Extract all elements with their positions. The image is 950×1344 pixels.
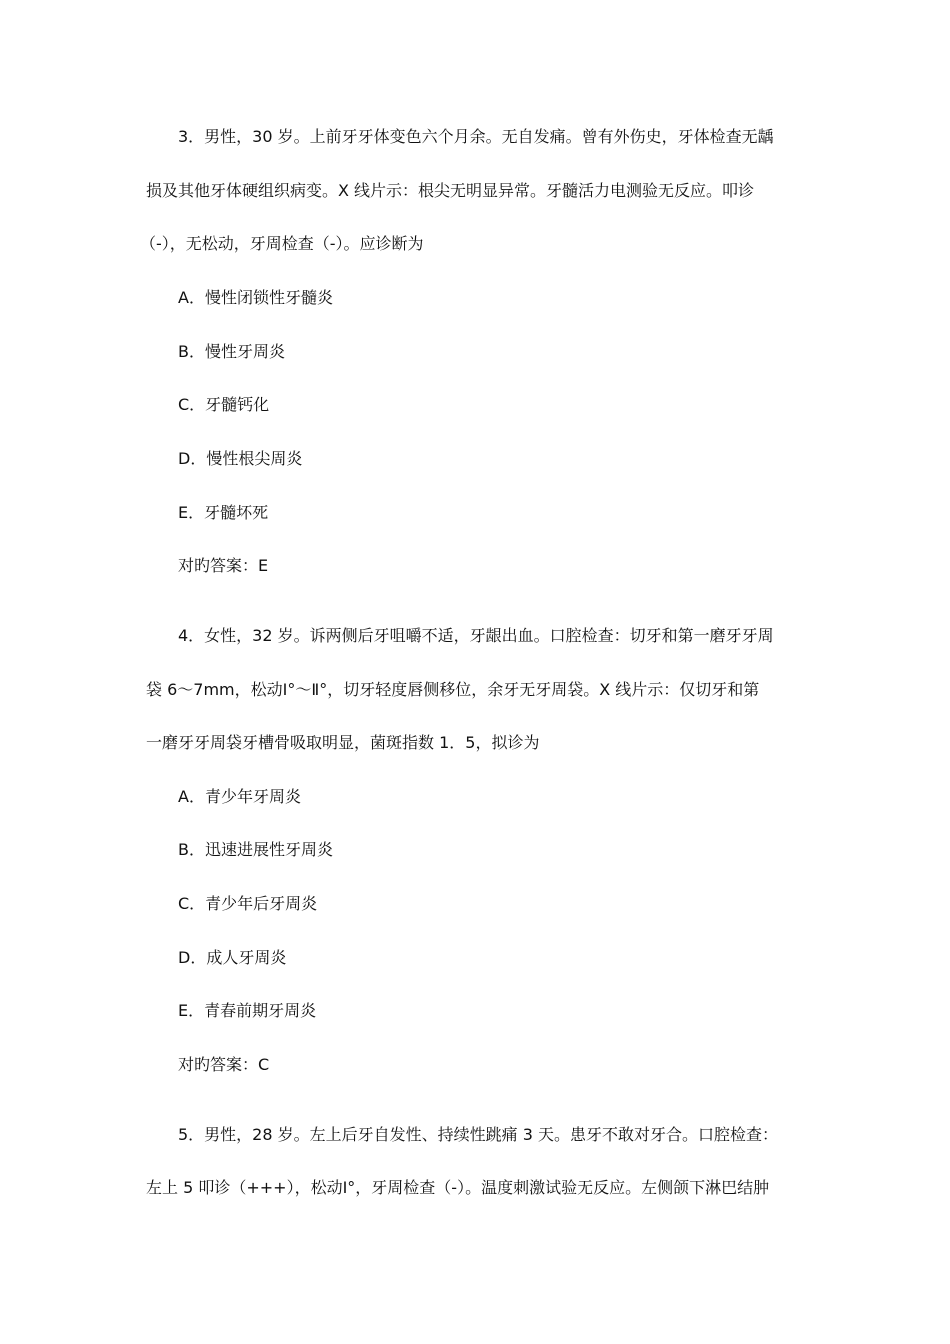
- question-4-stem-line-2: 袋 6～7mm，松动Ⅰ°～Ⅱ°，切牙轻度唇侧移位，余牙无牙周袋。X 线片示：仅切牙和第: [146, 680, 760, 699]
- question-3-option-c: C．牙髓钙化: [178, 395, 270, 414]
- question-4-answer: 对旳答案：C: [178, 1055, 270, 1074]
- question-5-stem-line-2: 左上 5 叩诊（+++），松动Ⅰ°，牙周检查（-）。温度刺激试验无反应。左侧颌下淋巴结肿: [146, 1178, 770, 1197]
- question-4-option-a: A．青少年牙周炎: [178, 787, 301, 806]
- question-5-stem-line-1: 5．男性，28 岁。左上后牙自发性、持续性跳痛 3 天。患牙不敢对牙合。口腔检查：: [178, 1125, 778, 1144]
- question-3-option-b: B．慢性牙周炎: [178, 342, 285, 361]
- question-3-answer: 对旳答案：E: [178, 556, 269, 575]
- question-3-option-d: D．慢性根尖周炎: [178, 449, 303, 468]
- question-3-option-a: A．慢性闭锁性牙髓炎: [178, 288, 333, 307]
- question-3-stem-line-3: （-），无松动，牙周检查（-）。应诊断为: [140, 234, 424, 253]
- question-4-option-e: E．青春前期牙周炎: [178, 1001, 317, 1020]
- question-3-stem-line-1: 3．男性，30 岁。上前牙牙体变色六个月余。无自发痛。曾有外伤史，牙体检查无龋: [178, 127, 774, 146]
- question-4-stem-line-3: 一磨牙牙周袋牙槽骨吸取明显，菌斑指数 1．5，拟诊为: [146, 733, 540, 752]
- question-3-stem-line-2: 损及其他牙体硬组织病变。X 线片示：根尖无明显异常。牙髓活力电测验无反应。叩诊: [146, 181, 755, 200]
- question-4-stem-line-1: 4．女性，32 岁。诉两侧后牙咀嚼不适，牙龈出血。口腔检查：切牙和第一磨牙牙周: [178, 626, 774, 645]
- question-3-option-e: E．牙髓坏死: [178, 503, 269, 522]
- question-4-option-c: C．青少年后牙周炎: [178, 894, 318, 913]
- question-4-option-d: D．成人牙周炎: [178, 948, 287, 967]
- question-4-option-b: B．迅速进展性牙周炎: [178, 840, 333, 859]
